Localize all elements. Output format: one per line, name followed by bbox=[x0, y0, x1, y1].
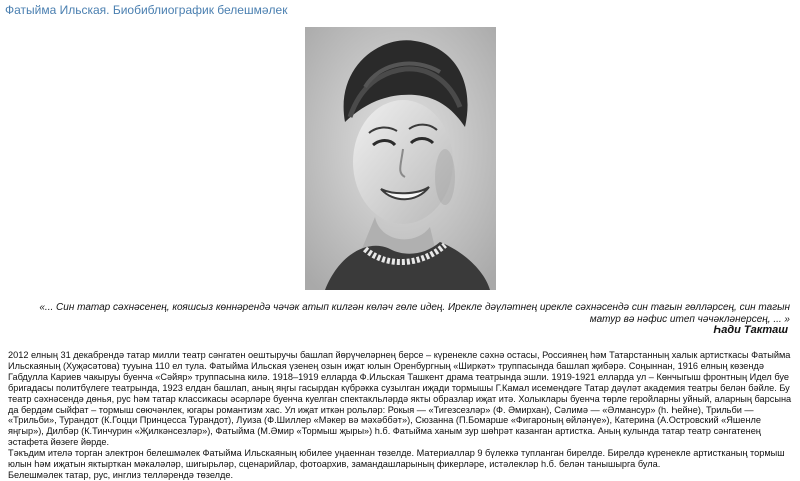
article-body bbox=[8, 350, 794, 481]
page-title: Фатыйма Ильская. Биобиблиографик белешмәлек bbox=[5, 3, 288, 17]
epigraph-quote: «... Син татар сәхнәсенең, кояшсыз көннәрендә чәчәк атып килгән көләч гөле идең. Ирекле дәүләтнең ирекле сәхнәсендә син тагын гөлләрсең, син тагын матур вә нәфис итеп чәчәкләнерсең, ... » bbox=[39, 302, 790, 325]
portrait-photo bbox=[305, 27, 496, 290]
portrait-image bbox=[305, 27, 496, 290]
epigraph-author: Һади Такташ bbox=[713, 324, 788, 336]
article-paragraph: 2012 елның 31 декабрендә татар милли театр сәнгатен оештыручы башлап йөрүчеләрнең берсе – күренекле сәхнә остасы, Россиянең һәм Татарстанның халык артисткасы Фатыйма Ильскаяның (Хуҗәсәтова) тууына 110 ел тула. Фатыйма Ильская үзенең озын иҗат юлын Оренбургның «Ширкәт» труппасында башлап җибәрә. Соңыннан, 1916 елның көзендә Габдулла Кариев чакыруы буенча «Сәйяр» труппасына килә. 1918–1919 елларда Ф.Ильская Ташкент драма театрында эшли. 1919-1921 елларда ул – Көнчыгыш фронтның Идел буе бригадасы политбүлеге театрында, 1923 елдан башлап, аның яңгы гасырдан күбрәкка сузылган иҗади тормышы Г.Камал исемендәге Татар дәүләт академия театры белән бәйле. Бу театр сәхнәсендә дөнья, рус һәм татар классикасы әсәрләре буенча куелган спектакльләрдә якты образлар иҗат итә. Холыклары буенча төрле геройларны уйный, аларның барсына да бердәм сыйфат – тормыш сөючәнлек, югары романтизм хас. Ул иҗат иткән рольләр: Рокыя — «Тигезсезләр» (Ф. Әмирхан), Сәлимә — «Әлмансур» (h. Һейне), Трильби — «Трильби», Турандот (К.Гоцци Принцесса Турандот), Луиза (Ф.Шиллер «Мәкер вә мәхәббәт»), Сюзанна (П.Бомарше «Фигароның өйләнүе»), Катерина (А.Островский «Яшенле яңгыр»), Дилбәр (К.Тинчурин «Җилкәнсезләр»), Фатыйма (М.Әмир «Тормыш җыры») h.б. Фатыйма ханым зур шөһрәт казанган артистка. Аның кулында татар театр сәнгатенең эстафета йөзеге йөрде. bbox=[8, 350, 792, 448]
article-paragraph: Белешмәлек татар, рус, инглиз телләрендә төзелде. bbox=[8, 469, 234, 480]
article-paragraph: Тәкъдим ителә торган электрон белешмәлек Фатыйма Ильскаяның юбилее уңаеннан төзелде. Материаллар 9 бүлеккә тупланган бирелде. Бирелдә күренекле артистканың тормыш юлын һәм иҗатын яктырткан мәкаләләр, шигырьләр, сценарийлар, фотоархив, замандашларының фикерләре, истәлекләр h.б. белән танышырга була. bbox=[8, 448, 785, 470]
